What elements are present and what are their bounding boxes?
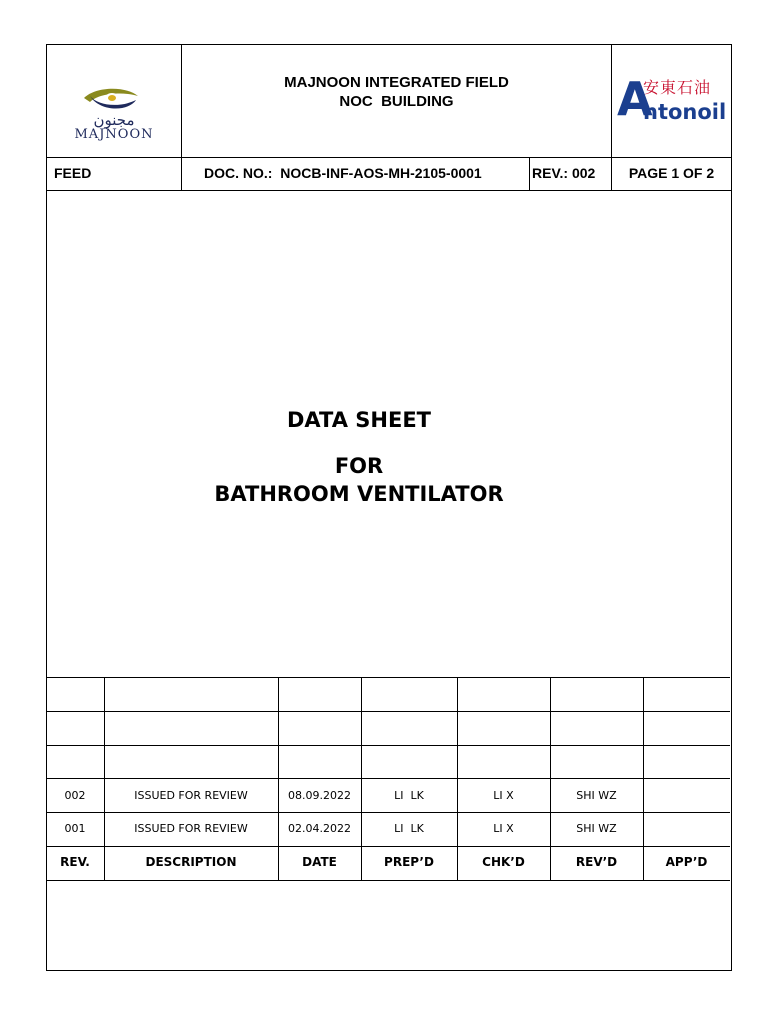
prepared-cell: LI LK [394,822,424,835]
document-title: DATA SHEET [286,408,432,432]
phase-label: FEED [54,165,92,181]
header-prepared: PREP’D [384,855,434,869]
header-reviewed: REV’D [575,855,618,869]
checked-cell: LI X [493,789,514,802]
header-checked: CHK’D [482,855,525,869]
doc-number-value: NOCB-INF-AOS-MH-2105-0001 [280,165,482,181]
majnoon-latin-wordmark: MAJNOON [74,127,154,142]
rev-cell: 002 [64,789,86,802]
header-approved: APP’D [665,855,708,869]
antonoil-initial: A [617,72,653,126]
header-divider-1 [181,44,182,190]
description-cell: ISSUED FOR REVIEW [134,789,248,802]
reviewed-cell: SHI WZ [576,822,617,835]
prepared-cell: LI LK [394,789,424,802]
doc-number [204,157,482,189]
rev-cell: 001 [64,822,86,835]
building-title: NOC BUILDING [339,93,454,110]
doc-row-bottom-line [46,190,732,191]
header-date: DATE [302,855,337,869]
revision [532,157,595,189]
antonoil-latin-wordmark: ntonoil [643,100,727,124]
doc-row-divider-rev [529,157,530,190]
checked-cell: LI X [493,822,514,835]
antonoil-chinese-wordmark: 安東石油 [643,78,712,97]
revision-value: 002 [571,165,596,181]
doc-number-label: DOC. NO.: [204,165,273,181]
header-rev: REV. [60,855,90,869]
description-cell: ISSUED FOR REVIEW [134,822,248,835]
date-cell: 08.09.2022 [288,789,351,802]
date-cell: 02.04.2022 [288,822,351,835]
header-description: DESCRIPTION [145,855,237,869]
majnoon-arabic-wordmark: مجنون [93,111,135,129]
reviewed-cell: SHI WZ [576,789,617,802]
antonoil-logo [615,72,729,132]
document-subject: BATHROOM VENTILATOR [214,482,504,506]
project-title: MAJNOON INTEGRATED FIELD [284,74,509,91]
revision-label: REV.: [532,165,569,181]
page-indicator: PAGE 1 OF 2 [628,165,715,181]
header-divider-2 [611,44,612,157]
majnoon-logo [50,82,178,144]
document-title-for: FOR [334,454,384,478]
